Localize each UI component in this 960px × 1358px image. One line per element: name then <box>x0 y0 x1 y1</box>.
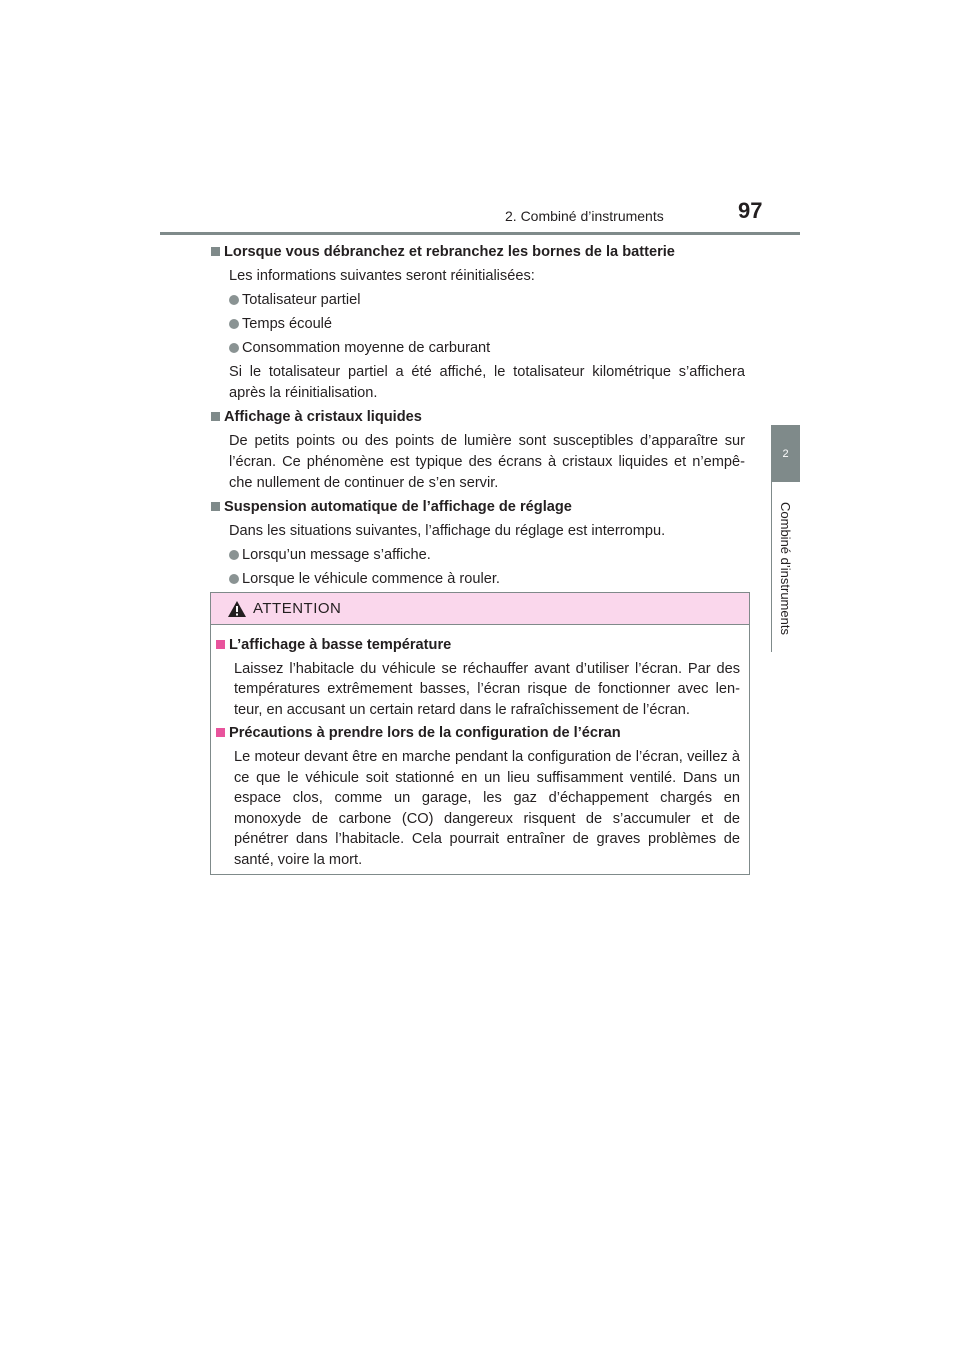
list-item <box>229 569 745 590</box>
section-heading <box>211 497 745 518</box>
section-heading-text: Affichage à cristaux liquides <box>224 409 422 425</box>
section-intro: Les informations suivantes seront réinitialisées: <box>229 268 535 284</box>
list-item-text: Lorsqu’un message s’affiche. <box>242 547 431 563</box>
main-content <box>211 242 745 593</box>
warning-icon <box>227 600 247 618</box>
list-item-text: Temps écoulé <box>242 316 333 332</box>
warning-section-heading <box>216 635 740 656</box>
warning-text: Laissez l’habitacle du véhicule se réchauffer avant d’utiliser l’écran. Par des températures extrêmement basses, l’écran risque de fonctionner avec len-teur, en accusant un certain retard dans le rafraîchissement de l’écran. <box>234 660 740 718</box>
chapter-tab-label-wrap <box>771 490 800 646</box>
circle-bullet-icon <box>229 550 239 560</box>
section-heading-text: Lorsque vous débranchez et rebranchez les bornes de la batterie <box>224 244 675 260</box>
list-item-text: Consommation moyenne de carburant <box>242 340 491 356</box>
page-number: 97 <box>738 198 763 223</box>
section-heading <box>211 407 745 428</box>
warning-heading-text: Précautions à prendre lors de la configuration de l’écran <box>229 725 621 742</box>
chapter-tab-number: 2 <box>782 447 789 460</box>
list-item <box>229 338 745 359</box>
warning-label: ATTENTION <box>253 600 342 617</box>
section-intro: Dans les situations suivantes, l’affichage du réglage est interrompu. <box>229 523 666 539</box>
list-item-text: Lorsque le véhicule commence à rouler. <box>242 571 500 587</box>
section-heading-text: Suspension automatique de l’affichage de réglage <box>224 499 572 515</box>
square-bullet-icon <box>211 412 220 421</box>
section-battery <box>211 242 745 404</box>
circle-bullet-icon <box>229 319 239 329</box>
square-bullet-icon <box>216 728 225 737</box>
warning-section-heading <box>216 723 740 744</box>
square-bullet-icon <box>216 640 225 649</box>
section-outro: Si le totalisateur partiel a été affiché, le totalisateur kilométrique s’affichera après la réinitialisation. <box>229 364 745 401</box>
circle-bullet-icon <box>229 343 239 353</box>
list-item-text: Totalisateur partiel <box>242 292 361 308</box>
bullet-list <box>211 545 745 590</box>
list-item <box>229 314 745 335</box>
warning-body <box>211 625 749 871</box>
warning-text: Le moteur devant être en marche pendant la configuration de l’écran, veillez à ce que le véhicule soit stationné en un lieu suffisamment ventilé. Dans un espace clos, comme un garage, les gaz d’échappement chargés en monoxyde de carbone (CO) dangereux risquent de s’accumuler et de pénétrer dans l’habitacle. Cela pourrait entraîner de graves problèmes de santé, voire la mort. <box>234 748 740 868</box>
circle-bullet-icon <box>229 295 239 305</box>
section-intro: De petits points ou des points de lumière sont susceptibles d’apparaître sur l’écran. Ce phénomène est typique des écrans à cristaux liquides et n’empê-che nullement de continuer de s’en servir. <box>229 433 745 491</box>
section-heading <box>211 242 745 263</box>
warning-heading-text: L’affichage à basse température <box>229 637 452 653</box>
bullet-list <box>211 290 745 359</box>
circle-bullet-icon <box>229 574 239 584</box>
header-rule <box>160 232 800 235</box>
square-bullet-icon <box>211 247 220 256</box>
square-bullet-icon <box>211 502 220 511</box>
list-item <box>229 290 745 311</box>
warning-header <box>211 593 749 625</box>
chapter-tab <box>771 425 800 482</box>
chapter-title: 2. Combiné d’instruments <box>505 208 664 224</box>
section-auto-suspend <box>211 497 745 590</box>
warning-box <box>210 592 750 875</box>
list-item <box>229 545 745 566</box>
section-lcd <box>211 407 745 494</box>
chapter-tab-label: Combiné d’instruments <box>778 501 793 635</box>
